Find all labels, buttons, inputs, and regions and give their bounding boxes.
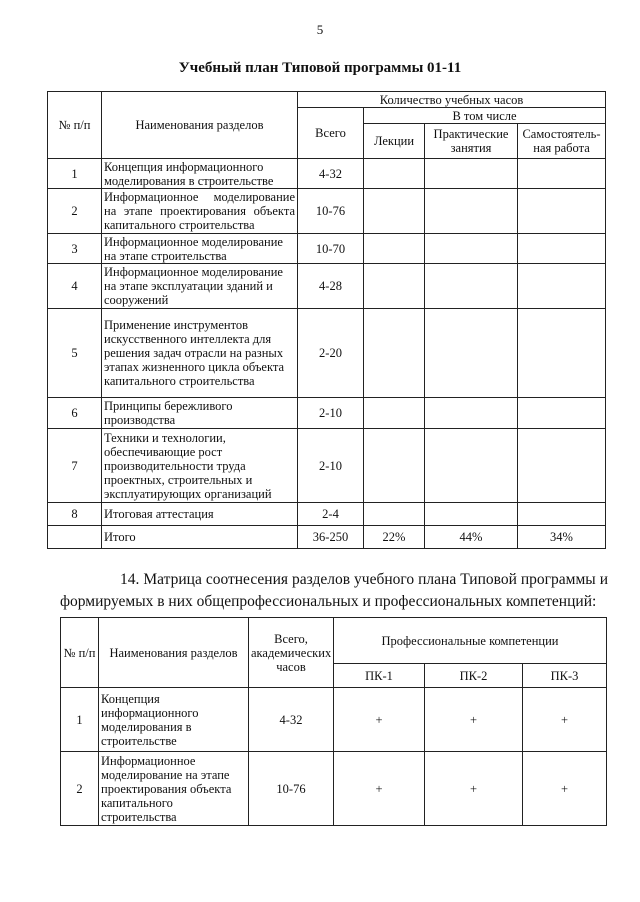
row-practice (425, 429, 518, 503)
header-competencies: Профессиональные компетенции (334, 618, 607, 664)
row-name: Информационное моделирование на этапе строительства (102, 234, 298, 264)
row-pk2: + (425, 752, 523, 826)
table-row (48, 264, 606, 309)
row-total: 10-76 (298, 189, 364, 234)
table-row (48, 503, 606, 526)
row-name: Концепция информационного моделирования в строительстве (102, 159, 298, 189)
row-self (518, 264, 606, 309)
row-practice: 44% (425, 526, 518, 549)
row-total: 36-250 (298, 526, 364, 549)
row-num (48, 526, 102, 549)
row-lectures: 22% (364, 526, 425, 549)
row-pk1: + (334, 688, 425, 752)
row-pk1: + (334, 752, 425, 826)
header-self: Самостоятель-ная работа (518, 124, 606, 159)
row-num: 1 (48, 159, 102, 189)
row-num: 4 (48, 264, 102, 309)
row-total: 4-32 (298, 159, 364, 189)
competency-matrix-table (60, 617, 607, 826)
row-name: Итого (102, 526, 298, 549)
row-practice (425, 189, 518, 234)
row-self (518, 309, 606, 398)
header-total: Всего, академических часов (249, 618, 334, 688)
row-name: Итоговая аттестация (102, 503, 298, 526)
row-lectures (364, 503, 425, 526)
row-practice (425, 503, 518, 526)
table-row (48, 234, 606, 264)
row-num: 2 (61, 752, 99, 826)
row-num: 5 (48, 309, 102, 398)
row-name: Информационное моделирование на этапе проектирования объекта капитального строительства (99, 752, 249, 826)
section-14-text: 14. Матрица соотнесения разделов учебного плана Типовой программы и формируемых в них общепрофессиональных и профессиональных компетенций: (60, 571, 608, 610)
row-total: 4-28 (298, 264, 364, 309)
table-row (48, 398, 606, 429)
row-self (518, 159, 606, 189)
row-practice (425, 264, 518, 309)
row-num: 8 (48, 503, 102, 526)
table-row (61, 752, 607, 826)
row-name: Применение инструментов искусственного интеллекта для решения задач отрасли на разных этапах жизненного цикла объекта капитального строительства (102, 309, 298, 398)
row-self (518, 398, 606, 429)
header-pk3: ПК-3 (523, 664, 607, 688)
table1-title: Учебный план Типовой программы 01-11 (178, 60, 462, 76)
row-self (518, 429, 606, 503)
row-self: 34% (518, 526, 606, 549)
header-num: № п/п (48, 92, 102, 159)
header-including: В том числе (364, 108, 606, 124)
row-lectures (364, 159, 425, 189)
table-row-total (48, 526, 606, 549)
row-total: 2-10 (298, 429, 364, 503)
row-name: Принципы бережливого производства (102, 398, 298, 429)
row-lectures (364, 189, 425, 234)
row-practice (425, 309, 518, 398)
header-pk1: ПК-1 (334, 664, 425, 688)
row-pk3: + (523, 688, 607, 752)
row-num: 2 (48, 189, 102, 234)
row-total: 10-76 (249, 752, 334, 826)
section-14-paragraph (60, 569, 608, 613)
row-total: 2-10 (298, 398, 364, 429)
table-row (48, 159, 606, 189)
row-lectures (364, 264, 425, 309)
row-practice (425, 234, 518, 264)
row-practice (425, 398, 518, 429)
row-num: 7 (48, 429, 102, 503)
row-name: Информационное моделирование на этапе проектирования объекта капитального строительства (102, 189, 298, 234)
row-total: 10-70 (298, 234, 364, 264)
header-name: Наименования разделов (102, 92, 298, 159)
header-hours-group: Количество учебных часов (298, 92, 606, 108)
row-num: 6 (48, 398, 102, 429)
row-total: 2-20 (298, 309, 364, 398)
page-number: 5 (316, 22, 324, 37)
row-self (518, 503, 606, 526)
header-practice: Практические занятия (425, 124, 518, 159)
row-pk3: + (523, 752, 607, 826)
row-lectures (364, 398, 425, 429)
row-lectures (364, 429, 425, 503)
header-num: № п/п (61, 618, 99, 688)
table-row (48, 429, 606, 503)
header-pk2: ПК-2 (425, 664, 523, 688)
row-self (518, 234, 606, 264)
row-pk2: + (425, 688, 523, 752)
row-total: 4-32 (249, 688, 334, 752)
table-row (48, 189, 606, 234)
header-name: Наименования разделов (99, 618, 249, 688)
row-name: Концепция информационного моделирования в строительстве (99, 688, 249, 752)
row-total: 2-4 (298, 503, 364, 526)
header-total: Всего (298, 108, 364, 159)
row-self (518, 189, 606, 234)
row-name: Информационное моделирование на этапе эксплуатации зданий и сооружений (102, 264, 298, 309)
row-name: Техники и технологии, обеспечивающие рост производительности труда проектных, строительных и эксплуатирующих организаций (102, 429, 298, 503)
row-num: 1 (61, 688, 99, 752)
table-row (48, 309, 606, 398)
header-lectures: Лекции (364, 124, 425, 159)
row-lectures (364, 234, 425, 264)
table-row (61, 688, 607, 752)
row-num: 3 (48, 234, 102, 264)
row-practice (425, 159, 518, 189)
curriculum-table (47, 91, 606, 549)
row-lectures (364, 309, 425, 398)
